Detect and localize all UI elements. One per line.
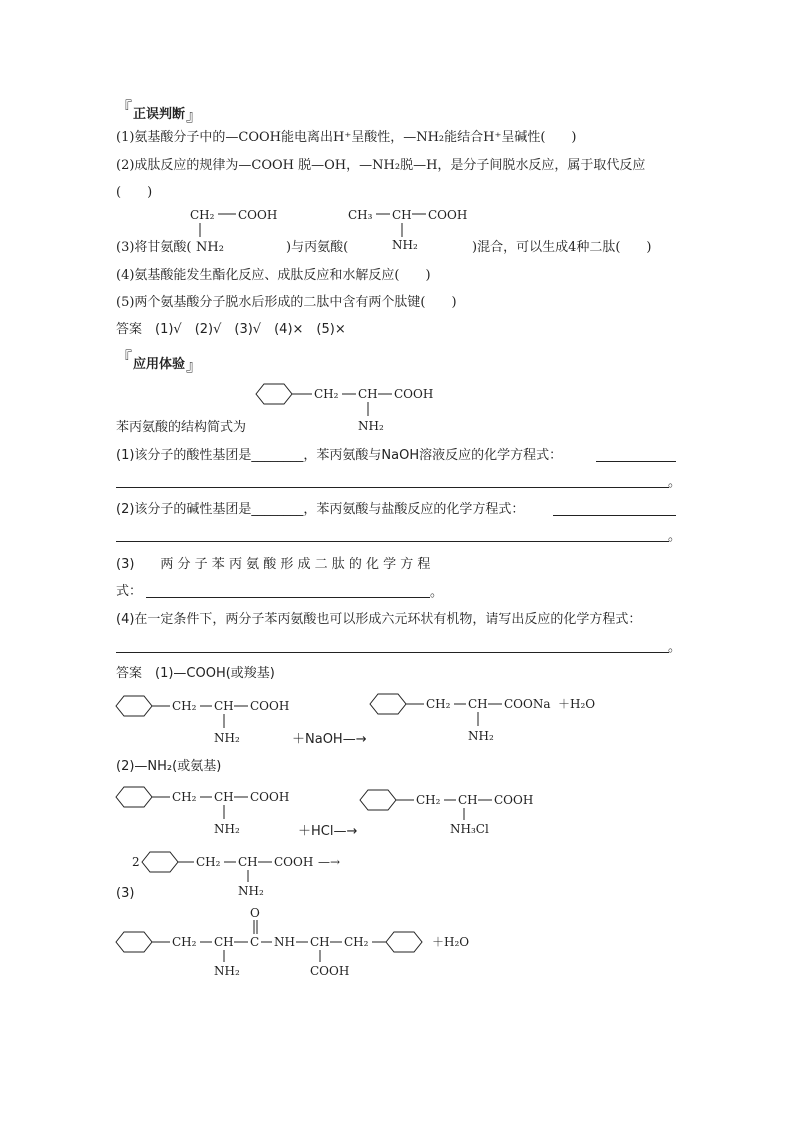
- apply-q2: (2)该分子的碱性基团是________，苯丙氨酸与盐酸反应的化学方程式：: [116, 502, 525, 517]
- ala-cooh: COOH: [428, 208, 468, 222]
- apply-q1: (1)该分子的酸性基团是________，苯丙氨酸与NaOH溶液反应的化学方程式：: [116, 448, 563, 463]
- ch2: CH₂: [344, 935, 369, 949]
- phe-ch: CH: [358, 387, 378, 401]
- nh2: NH₂: [214, 822, 240, 836]
- plus-h2o: ＋H₂O: [558, 697, 596, 711]
- phenylalanine-structure: [256, 380, 456, 440]
- period: 。: [668, 640, 682, 655]
- judge-q3-mid: )与丙氨酸(: [286, 240, 349, 255]
- ch: CH: [214, 790, 234, 804]
- answer-blank[interactable]: [116, 487, 669, 488]
- benzene-ring-icon: [142, 852, 178, 872]
- benzene-ring-icon: [386, 932, 422, 952]
- period: 。: [668, 529, 682, 544]
- nh2: NH₂: [468, 729, 494, 743]
- nh3cl: NH₃Cl: [450, 822, 489, 836]
- ala-nh2: NH₂: [392, 238, 418, 252]
- coona: COONa: [504, 697, 551, 711]
- ch2: CH₂: [196, 855, 221, 869]
- ch2: CH₂: [172, 790, 197, 804]
- answer-3: (3): [116, 886, 135, 901]
- judge-heading-text: 正误判断: [133, 107, 186, 122]
- plus-naoh: ＋NaOH—→: [292, 732, 367, 747]
- judge-q3-suffix: )混合，可以生成4种二肽( ): [472, 240, 652, 255]
- benzene-ring-icon: [116, 932, 152, 952]
- nh2: NH₂: [238, 884, 264, 898]
- benzene-ring-icon: [116, 787, 152, 807]
- benzene-ring-icon: [370, 694, 406, 714]
- plus-h2o: ＋H₂O: [432, 935, 470, 949]
- phe-nh2: NH₂: [358, 419, 384, 433]
- nh2: NH₂: [214, 731, 240, 745]
- phe-reactant-3: [132, 848, 372, 904]
- ch: CH: [214, 935, 234, 949]
- ch: CH: [468, 697, 488, 711]
- apply-q3-line1: (3) 两 分 子 苯 丙 氨 酸 形 成 二 肽 的 化 学 方 程: [116, 557, 431, 572]
- ala-ch3: CH₃: [348, 208, 373, 222]
- phe-reactant-1: [116, 692, 316, 752]
- nh2: NH₂: [214, 964, 240, 978]
- judge-q2-line1: (2)成肽反应的规律为—COOH 脱—OH，—NH₂脱—H，是分子间脱水反应，属于取代反应: [116, 158, 646, 173]
- judge-q1: (1)氨基酸分子中的—COOH能电离出H⁺呈酸性，—NH₂能结合H⁺呈碱性( ): [116, 130, 577, 145]
- judge-q2-line2: ( ): [116, 185, 153, 200]
- ch: CH: [458, 793, 478, 807]
- benzene-ring-icon: [256, 384, 292, 404]
- apply-q4: (4)在一定条件下，两分子苯丙氨酸也可以形成六元环状有机物，请写出反应的化学方程式：: [116, 612, 642, 627]
- benzene-ring-icon: [360, 790, 396, 810]
- ch2: CH₂: [172, 935, 197, 949]
- o: O: [250, 906, 260, 920]
- nh: NH: [274, 935, 295, 949]
- judge-q4: (4)氨基酸能发生酯化反应、成肽反应和水解反应( ): [116, 268, 431, 283]
- apply-intro: 苯丙氨酸的结构简式为: [116, 420, 247, 435]
- answer-1: 答案 (1)—COOH(或羧基): [116, 666, 275, 681]
- coefficient: 2: [132, 855, 140, 869]
- period: 。: [668, 475, 682, 490]
- ch: CH: [214, 699, 234, 713]
- ch: CH: [238, 855, 258, 869]
- gly-ch2: CH₂: [190, 208, 215, 222]
- gly-cooh: COOH: [238, 208, 278, 222]
- cooh: COOH: [250, 699, 290, 713]
- answer-blank[interactable]: [116, 541, 669, 542]
- apply-heading-text: 应用体验: [133, 357, 186, 372]
- c: C: [250, 935, 260, 949]
- cooh: COOH: [250, 790, 290, 804]
- ala-ch: CH: [392, 208, 412, 222]
- plus-hcl: ＋HCl—→: [298, 824, 358, 839]
- ch2: CH₂: [426, 697, 451, 711]
- phe-cooh: COOH: [394, 387, 434, 401]
- judge-q3-prefix: (3)将甘氨酸(: [116, 240, 192, 255]
- period: 。: [430, 585, 444, 600]
- phe-reactant-2: [116, 783, 316, 843]
- ch2: CH₂: [172, 699, 197, 713]
- answer-2: (2)—NH₂(或氨基): [116, 759, 222, 774]
- answer-blank[interactable]: [596, 461, 676, 462]
- section-heading-apply: 『应用体验』: [116, 348, 203, 375]
- gly-nh2: NH₂: [196, 240, 224, 255]
- judge-answer: 答案 (1)√ (2)√ (3)√ (4)× (5)×: [116, 322, 346, 337]
- cooh: COOH: [274, 855, 314, 869]
- ch: CH: [310, 935, 330, 949]
- arrow: —→: [318, 855, 341, 869]
- section-heading-judge: 『正误判断』: [116, 98, 203, 125]
- alanine-structure: [348, 204, 488, 254]
- benzene-ring-icon: [116, 696, 152, 716]
- phe-hcl-product: [360, 786, 560, 846]
- answer-blank[interactable]: [146, 597, 430, 598]
- dipeptide-product: [116, 906, 496, 982]
- ch2: CH₂: [416, 793, 441, 807]
- phe-sodium-product: [370, 690, 610, 750]
- cooh: COOH: [494, 793, 534, 807]
- apply-q3-line2: 式：: [116, 584, 143, 599]
- cooh: COOH: [310, 964, 350, 978]
- judge-q5: (5)两个氨基酸分子脱水后形成的二肽中含有两个肽键( ): [116, 295, 457, 310]
- phe-ch2: CH₂: [314, 387, 339, 401]
- answer-blank[interactable]: [553, 515, 676, 516]
- answer-blank[interactable]: [116, 652, 669, 653]
